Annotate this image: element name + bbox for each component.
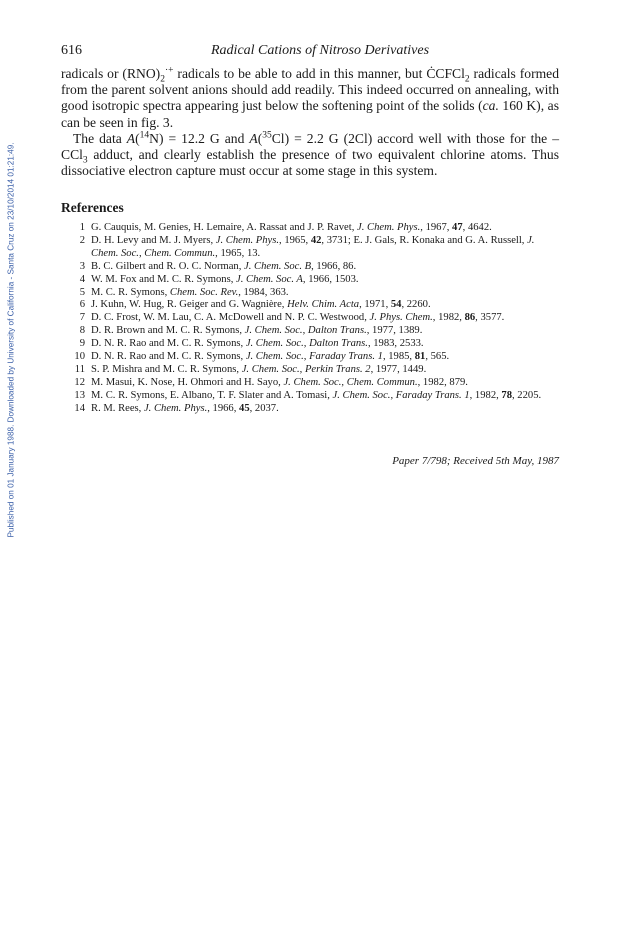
reference-authors: D. N. R. Rao and M. C. R. Symons, bbox=[91, 351, 246, 363]
reference-journal: J. Chem. Soc. A bbox=[236, 273, 303, 285]
reference-journal: J. Chem. Soc., Faraday Trans. 1 bbox=[332, 389, 470, 401]
subscript: 2 bbox=[160, 74, 165, 85]
reference-volume: 78 bbox=[501, 389, 512, 401]
text-run: CFCl bbox=[435, 66, 465, 81]
text-run: radicals to be able to add in this manner, but bbox=[177, 66, 427, 81]
reference-year: , 1965, 13. bbox=[215, 247, 261, 259]
reference-number: 6 bbox=[79, 299, 85, 311]
reference-number: 5 bbox=[79, 286, 85, 298]
body-text bbox=[61, 66, 559, 179]
text-run: The data bbox=[73, 130, 127, 146]
reference-authors: D. R. Brown and M. C. R. Symons, bbox=[91, 325, 245, 337]
reference-number: 3 bbox=[79, 260, 85, 272]
reference-number: 1 bbox=[79, 222, 85, 233]
subscript: 3 bbox=[82, 155, 88, 166]
reference-authors: J. Kuhn, W. Hug, R. Geiger and G. Wagnière, bbox=[91, 299, 288, 311]
reference-year: , 1983, 2533. bbox=[367, 338, 424, 350]
reference-item bbox=[61, 274, 559, 287]
reference-year: , 1966, 86. bbox=[311, 260, 357, 272]
reference-year: , 1966, bbox=[207, 402, 240, 414]
reference-journal: J. Chem. Phys. bbox=[143, 402, 208, 414]
reference-journal: J. Chem. Soc., Dalton Trans. bbox=[244, 325, 367, 337]
reference-number: 12 bbox=[74, 376, 85, 388]
received-note: Paper 7/798; Received 5th May, 1987 bbox=[392, 455, 559, 467]
text-run: ca. bbox=[482, 98, 499, 114]
page-number: 616 bbox=[61, 43, 82, 58]
reference-pages: , 4642. bbox=[462, 222, 492, 233]
text-run: adduct, and clearly establish the presence of two equivalent chlorine atoms. Thus dissociative electron capture must occur at some stage in this system. bbox=[61, 147, 559, 179]
reference-item bbox=[61, 222, 559, 235]
reference-item bbox=[61, 403, 559, 416]
reference-number: 2 bbox=[79, 234, 85, 246]
reference-year: , 1967, bbox=[420, 222, 453, 233]
reference-item bbox=[61, 312, 559, 325]
reference-authors: M. C. R. Symons, E. Albano, T. F. Slater and A. Tomasi, bbox=[91, 389, 333, 401]
reference-journal: J. Chem. Phys. bbox=[357, 222, 421, 233]
radical-dot: Ċ bbox=[426, 66, 436, 81]
text-run: Cl) = 2.2 G (2Cl) accord well with those for the – CCl bbox=[61, 130, 559, 163]
reference-authors: S. P. Mishra and M. C. R. Symons, bbox=[91, 363, 242, 375]
reference-number: 13 bbox=[74, 389, 85, 401]
reference-authors: D. H. Levy and M. J. Myers, bbox=[91, 234, 216, 246]
reference-number: 10 bbox=[74, 351, 85, 363]
reference-pages: , 2205. bbox=[512, 389, 542, 401]
subscript: 2 bbox=[464, 74, 470, 85]
reference-number: 11 bbox=[74, 363, 85, 375]
reference-journal: J. Phys. Chem. bbox=[369, 312, 433, 324]
text-run: radicals formed from the parent solvent anions should add readily. This indeed occurred on annealing, with good isotropic spectra appearing just below the softening point of the solids ( bbox=[61, 66, 559, 114]
reference-authors: D. N. R. Rao and M. C. R. Symons, bbox=[91, 338, 246, 350]
reference-journal: J. Chem. Soc., Faraday Trans. 1 bbox=[245, 351, 383, 363]
reference-authors: D. C. Frost, W. M. Lau, C. A. McDowell and N. P. C. Westwood, bbox=[91, 312, 370, 324]
reference-pages: , 2037. bbox=[249, 402, 279, 414]
reference-volume: 45 bbox=[239, 402, 250, 414]
reference-item bbox=[61, 287, 559, 300]
paragraph bbox=[61, 66, 559, 131]
download-watermark-text: Published on 01 January 1988. Downloaded by University of California - Santa Cruz on 23/10/2014 01:21:49. bbox=[6, 142, 16, 538]
superscript: ·+ bbox=[164, 65, 174, 76]
reference-pages: , 3577. bbox=[475, 312, 505, 324]
reference-volume: 42 bbox=[310, 234, 322, 246]
superscript: 35 bbox=[262, 130, 272, 141]
symbol: A bbox=[249, 130, 258, 146]
reference-year: , 1982, 879. bbox=[417, 376, 468, 388]
paragraph bbox=[61, 131, 559, 180]
reference-item bbox=[61, 377, 559, 390]
reference-number: 7 bbox=[79, 312, 85, 324]
reference-item bbox=[61, 261, 559, 274]
reference-pages: , 565. bbox=[425, 351, 450, 363]
reference-year: , 1985, bbox=[382, 351, 415, 363]
reference-year: , 1965, bbox=[279, 234, 311, 246]
reference-number: 8 bbox=[79, 325, 85, 337]
text-run: N) = 12.2 G and bbox=[149, 130, 250, 146]
reference-item bbox=[61, 364, 559, 377]
reference-number: 9 bbox=[79, 338, 85, 350]
reference-list bbox=[61, 222, 559, 416]
reference-volume: 47 bbox=[452, 222, 463, 233]
download-watermark bbox=[4, 70, 18, 610]
reference-journal: J. Chem. Soc., Chem. Commun. bbox=[283, 376, 418, 388]
references-heading: References bbox=[61, 200, 124, 215]
reference-journal: J. Chem. Phys. bbox=[215, 234, 280, 246]
reference-authors: R. M. Rees, bbox=[91, 402, 144, 414]
reference-item bbox=[61, 390, 559, 403]
reference-pages: , 3731; E. J. Gals, R. Konaka and G. A. Russell, bbox=[321, 234, 528, 246]
text-run: 160 K), as can be seen in fig. 3. bbox=[61, 98, 559, 130]
reference-authors: G. Cauquis, M. Genies, H. Lemaire, A. Rassat and J. P. Ravet, bbox=[91, 222, 357, 233]
superscript: 14 bbox=[139, 130, 150, 141]
reference-item bbox=[61, 235, 559, 261]
reference-journal: J. Chem. Soc., Chem. Commun. bbox=[91, 234, 535, 259]
reference-item bbox=[61, 338, 559, 351]
reference-number: 4 bbox=[79, 273, 85, 285]
reference-year: , 1977, 1389. bbox=[366, 325, 423, 337]
reference-year: , 1982, bbox=[469, 389, 502, 401]
reference-item bbox=[61, 351, 559, 364]
symbol: A bbox=[126, 130, 136, 146]
text-run: ( bbox=[257, 130, 263, 146]
reference-journal: J. Chem. Soc., Perkin Trans. 2 bbox=[241, 363, 371, 375]
running-title: Radical Cations of Nitroso Derivatives bbox=[211, 43, 430, 58]
reference-authors: W. M. Fox and M. C. R. Symons, bbox=[91, 273, 237, 285]
reference-year: , 1966, 1503. bbox=[302, 273, 359, 285]
reference-journal: Chem. Soc. Rev. bbox=[169, 286, 239, 298]
reference-year: , 1984, 363. bbox=[238, 286, 289, 298]
reference-volume: 54 bbox=[390, 299, 402, 311]
text-run: radicals or (RNO) bbox=[61, 66, 161, 81]
reference-volume: 81 bbox=[414, 351, 426, 363]
reference-volume: 86 bbox=[464, 312, 476, 324]
reference-authors: M. Masui, K. Nose, H. Ohmori and H. Sayo, bbox=[91, 376, 284, 388]
reference-number: 14 bbox=[74, 402, 85, 414]
reference-item bbox=[61, 325, 559, 338]
reference-authors: M. C. R. Symons, bbox=[91, 286, 170, 298]
reference-year: , 1977, 1449. bbox=[370, 363, 427, 375]
reference-journal: J. Chem. Soc. B bbox=[244, 260, 312, 272]
reference-item bbox=[61, 299, 559, 312]
running-header bbox=[61, 43, 559, 63]
reference-journal: Helv. Chim. Acta bbox=[287, 299, 360, 311]
text-run: ( bbox=[135, 130, 140, 146]
reference-year: , 1971, bbox=[359, 299, 391, 311]
reference-year: , 1982, bbox=[432, 312, 465, 324]
reference-journal: J. Chem. Soc., Dalton Trans. bbox=[245, 338, 368, 350]
reference-pages: , 2260. bbox=[401, 299, 431, 311]
reference-authors: B. C. Gilbert and R. O. C. Norman, bbox=[91, 260, 245, 272]
